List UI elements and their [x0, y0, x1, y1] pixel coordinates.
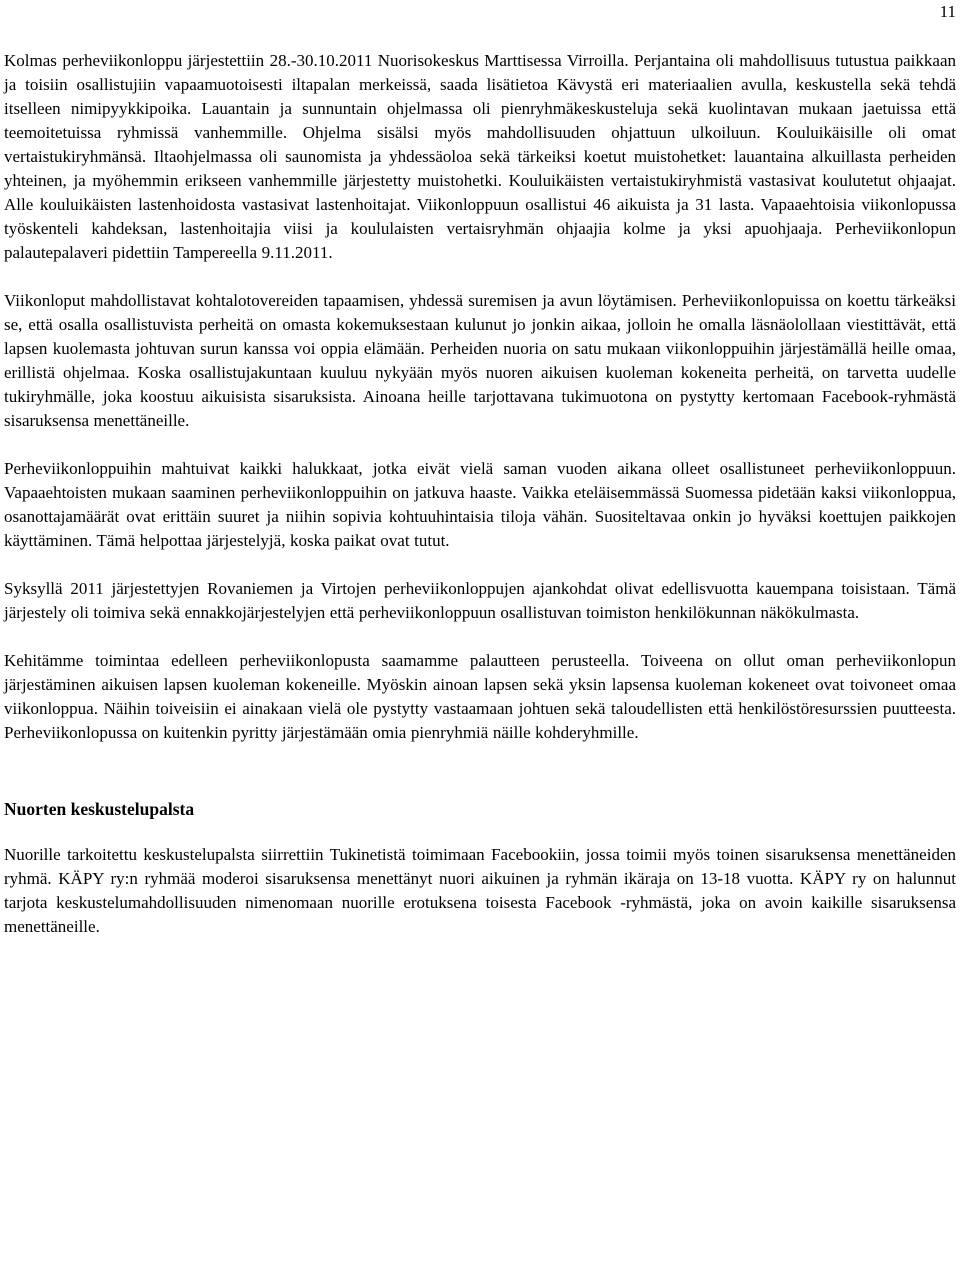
section-heading-youth-forum: Nuorten keskustelupalsta [4, 799, 195, 819]
page-number: 11 [939, 2, 956, 21]
paragraph-weekend-benefits: Viikonloput mahdollistavat kohtalotovereiden tapaamisen, yhdessä suremisen ja avun löytämisen. Perheviikonlopuissa on koettu tärkeäksi se, että osalla osallistuvista perheitä on omasta kokemuksestaan kulunut jo jonkin aikaa, jolloin he omalla läsnäolollaan viestittävät, että lapsen kuolemasta johtuvan surun kanssa voi oppia elämään. Perheiden nuoria on satu mukaan viikonloppuihin järjestämällä heille omaa, erillistä ohjelmaa. Koska osallistujakuntaan kuuluu nykyään myös nuoren aikuisen kuoleman kokeneita perheitä, on tarvetta uudelle tukiryhmälle, joka koostuu aikuisista sisaruksista. Ainoana heille tarjottavana tukimuotona on pystytty kertomaan Facebook-ryhmästä sisaruksensa menettäneille. [4, 291, 956, 430]
paragraph-family-weekend-virrat: Kolmas perheviikonloppu järjestettiin 28.-30.10.2011 Nuorisokeskus Marttisessa Virroilla. Perjantaina oli mahdollisuus tutustua paikkaan ja toisiin osallistujiin vapaamuotoisesti iltapalan merkeissä, saada lisätietoa Kävystä eri materiaalien avulla, keskustella sekä tehdä itselleen nimipyykkipoika. Lauantain ja sunnuntain ohjelmassa oli pienryhmäkeskusteluja sekä kuolintavan mukaan jaetuissa että teemoitetuissa ryhmissä vanhemmille. Ohjelma sisälsi myös mahdollisuuden ohjattuun ulkoiluun. Kouluikäisille oli omat vertaistukiryhmänsä. Iltaohjelmassa oli saunomista ja yhdessäoloa sekä tärkeiksi koetut muistohetket: lauantaina alkuillasta perheiden yhteinen, ja myöhemmin erikseen vanhemmille järjestetty muistohetki. Kouluikäisten vertaistukiryhmistä vastasivat koulutetut ohjaajat. Alle kouluikäisten lastenhoidosta vastasivat lastenhoitajat. Viikonloppuun osallistui 46 aikuista ja 31 lasta. Vapaaehtoisia viikonlopussa työskenteli kahdeksan, lastenhoitajia viisi ja koululaisten vertaisryhmän ohjaajia kolme ja yksi apuohjaaja. Perheviikonlopun palautepalaveri pidettiin Tampereella 9.11.2011. [4, 51, 956, 262]
paragraph-development: Kehitämme toimintaa edelleen perheviikonlopusta saamamme palautteen perusteella. Toiveena on ollut oman perheviikonlopun järjestäminen aikuisen lapsen kuoleman kokeneille. Myöskin ainoan lapsen sekä yksin lapsensa kuoleman kokeneet ovat toivoneet omaa viikonloppua. Näihin toiveisiin ei ainakaan vielä ole pystytty vastaamaan johtuen sekä taloudellisten että henkilöstöresurssien puutteesta. Perheviikonlopussa on kuitenkin pyritty järjestämään omia pienryhmiä näille kohderyhmille. [4, 651, 956, 742]
paragraph-youth-forum: Nuorille tarkoitettu keskustelupalsta siirrettiin Tukinetistä toimimaan Facebookiin, jossa toimii myös toinen sisaruksensa menettäneiden ryhmä. KÄPY ry:n ryhmää moderoi sisaruksensa menettänyt nuori aikuinen ja ryhmän ikäraja on 13-18 vuotta. KÄPY ry on halunnut tarjota keskustelumahdollisuuden nimenomaan nuorille erotuksena toisesta Facebook -ryhmästä, joka on avoin kaikille sisaruksensa menettäneille. [4, 845, 956, 936]
paragraph-autumn-schedule: Syksyllä 2011 järjestettyjen Rovaniemen ja Virtojen perheviikonloppujen ajankohdat olivat edellisvuotta kauempana toisistaan. Tämä järjestely oli toimiva sekä ennakkojärjestelyjen että perheviikonloppuun osallistuvan toimiston henkilökunnan näkökulmasta. [4, 579, 956, 622]
paragraph-participation: Perheviikonloppuihin mahtuivat kaikki halukkaat, jotka eivät vielä saman vuoden aikana olleet osallistuneet perheviikonloppuun. Vapaaehtoisten mukaan saaminen perheviikonloppuihin on jatkuva haaste. Vaikka eteläisemmässä Suomessa pidetään kaksi viikonloppua, osanottajamäärät ovat erittäin suuret ja niihin sopivia kohtuuhintaisia tiloja vähän. Suositeltavaa onkin jo hyväksi koettujen paikkojen käyttäminen. Tämä helpottaa järjestelyjä, koska paikat ovat tutut. [4, 459, 956, 550]
